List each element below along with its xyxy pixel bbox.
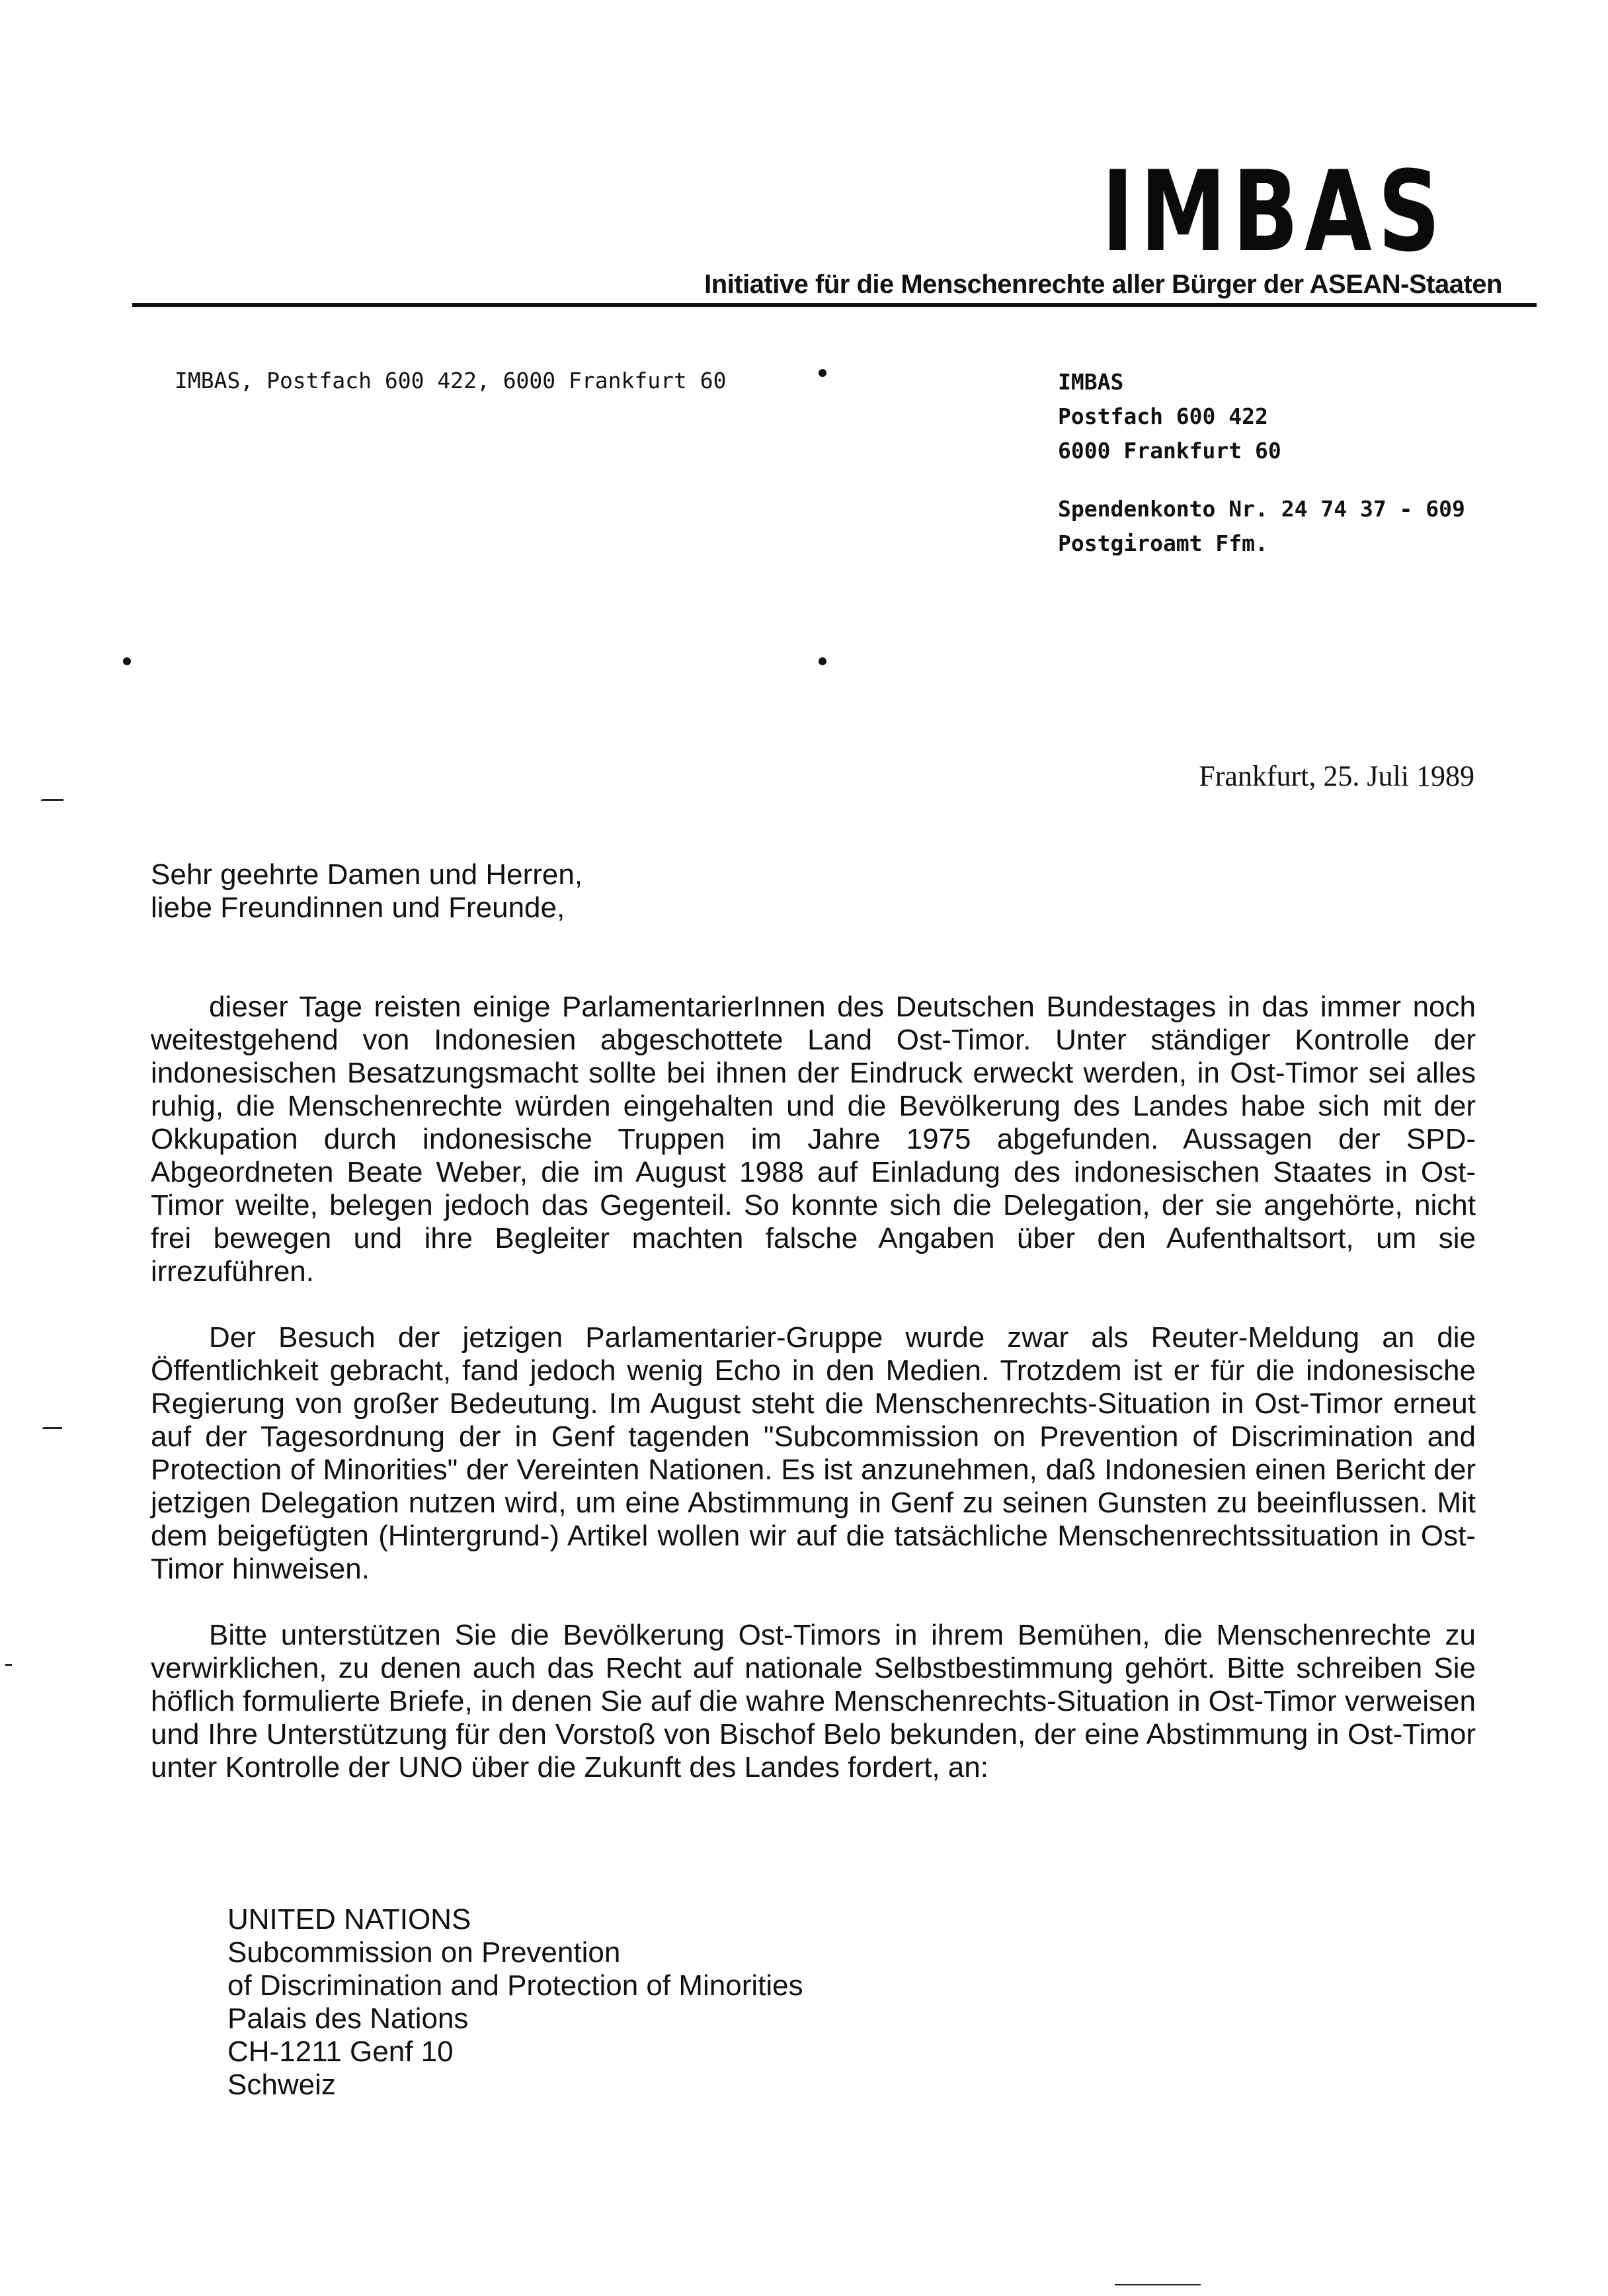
return-address-line: IMBAS, Postfach 600 422, 6000 Frankfurt 60 [175, 368, 727, 393]
recipient-line-3: of Discrimination and Protection of Minorities [227, 1969, 803, 2002]
scan-artifact-left-2 [42, 1427, 62, 1429]
sender-street: Postfach 600 422 [1058, 403, 1268, 429]
recipient-line-1: UNITED NATIONS [227, 1903, 471, 1936]
letter-date: Frankfurt, 25. Juli 1989 [1199, 760, 1474, 792]
sender-name: IMBAS [1058, 369, 1124, 395]
recipient-line-4: Palais des Nations [227, 2002, 469, 2035]
header-divider [132, 303, 1537, 307]
salutation-line-2: liebe Freundinnen und Freunde, [151, 891, 565, 924]
salutation [151, 858, 583, 924]
recipient-address-block [227, 1903, 803, 2102]
fold-mark-left [123, 657, 131, 665]
sender-address-block [1058, 365, 1465, 561]
sender-city: 6000 Frankfurt 60 [1058, 438, 1281, 464]
letter-body [151, 991, 1476, 1784]
recipient-line-6: Schweiz [227, 2069, 336, 2101]
recipient-line-2: Subcommission on Prevention [227, 1936, 621, 1969]
body-paragraph-2: Der Besuch der jetzigen Parlamentarier-Gruppe wurde zwar als Reuter-Meldung an die Öffentlichkeit gebracht, fand jedoch wenig Echo in den Medien. Trotzdem ist er für die indonesische Regierung von großer Bedeutung. Im August steht die Menschenrechts-Situation in Ost-Timor erneut auf der Tagesordnung der in Genf tagenden "Subcommission on Prevention of Discrimination and Protection of Minorities" der Vereinten Nationen. Es ist anzunehmen, daß Indonesien einen Bericht der jetzigen Delegation nutzen wird, um eine Abstimmung in Genf zu seinen Gunsten zu beeinflussen. Mit dem beigefügten (Hintergrund-) Artikel wollen wir auf die tatsächliche Menschenrechtssituation in Ost-Timor hinweisen. [151, 1321, 1476, 1585]
imbas-logo: IMBAS [1102, 147, 1447, 276]
body-paragraph-1: dieser Tage reisten einige ParlamentarierInnen des Deutschen Bundestages in das immer noch weitestgehend von Indonesien abgeschottete Land Ost-Timor. Unter ständiger Kontrolle der indonesischen Besatzungsmacht sollte bei ihnen der Eindruck erweckt werden, in Ost-Timor sei alles ruhig, die Menschenrechte würden eingehalten und die Bevölkerung des Landes habe sich mit der Okkupation durch indonesische Truppen im Jahre 1975 abgefunden. Aussagen der SPD-Abgeordneten Beate Weber, die im August 1988 auf Einladung des indonesischen Staates in Ost-Timor weilte, belegen jedoch das Gegenteil. So konnte sich die Delegation, der sie angehörte, nicht frei bewegen und ihre Begleiter machten falsche Angaben über den Aufenthaltsort, um sie irrezuführen. [151, 991, 1476, 1288]
punch-mark-top [819, 369, 826, 377]
scan-artifact-bottom [1115, 2284, 1201, 2285]
donation-account: Spendenkonto Nr. 24 74 37 - 609 [1058, 496, 1465, 522]
recipient-line-5: CH-1211 Genf 10 [227, 2035, 454, 2068]
fold-mark-center [819, 657, 826, 665]
salutation-line-1: Sehr geehrte Damen und Herren, [151, 858, 583, 891]
body-paragraph-3: Bitte unterstützen Sie die Bevölkerung Ost-Timors in ihrem Bemühen, die Menschenrechte zu verwirklichen, zu denen auch das Recht auf nationale Selbstbestimmung gehört. Bitte schreiben Sie höflich formulierte Briefe, in denen Sie auf die wahre Menschenrechts-Situation in Ost-Timor verweisen und Ihre Unterstützung für den Vorstoß von Bischof Belo bekunden, der eine Abstimmung in Ost-Timor unter Kontrolle der UNO über die Zukunft des Landes fordert, an: [151, 1619, 1476, 1784]
scan-artifact-left-1 [41, 799, 63, 801]
organization-tagline: Initiative für die Menschenrechte aller Bürger der ASEAN-Staaten [704, 270, 1502, 299]
bank-name: Postgiroamt Ffm. [1058, 530, 1268, 556]
scan-artifact-left-3 [5, 1664, 12, 1666]
